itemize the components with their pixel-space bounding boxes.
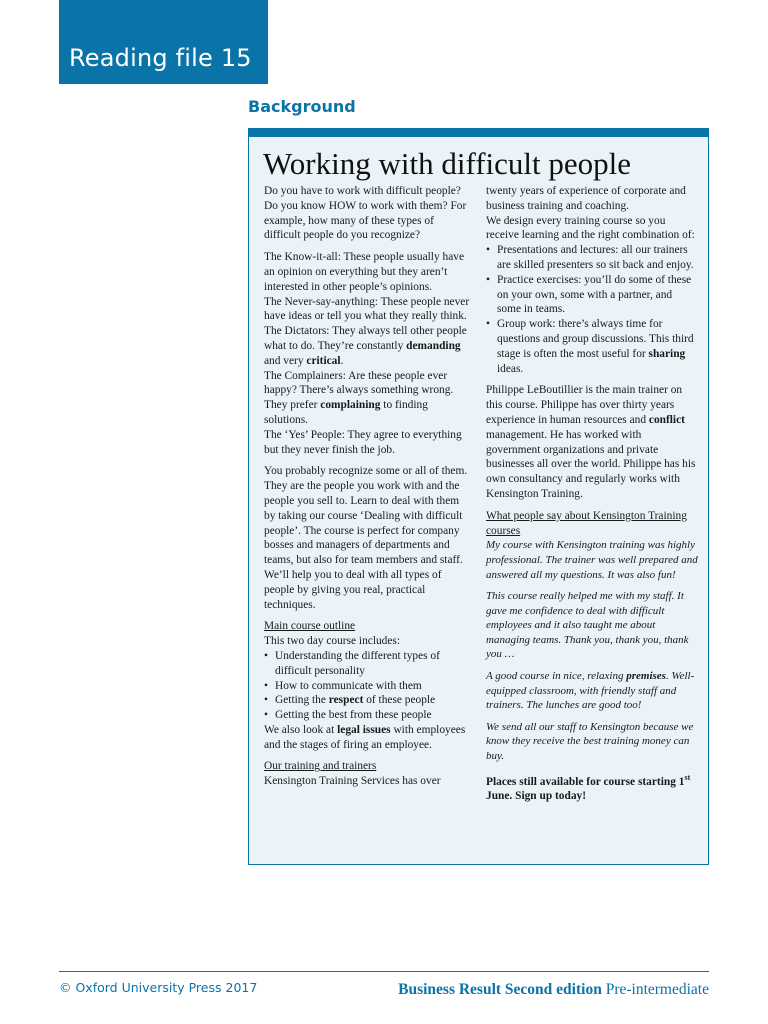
type-yes-people: The ‘Yes’ People: They agree to everything but they never finish the job. [264,428,462,456]
copyright-notice: © Oxford University Press 2017 [59,980,258,995]
outline-intro: This two day course includes: [264,635,401,648]
bold-word: demanding [406,339,461,352]
testimonial-quote: My course with Kensington training was highly professional. The trainer was well prepared and answered all my questions. It was also fun! [486,539,698,581]
quote-text: A good course in nice, relaxing [486,670,627,683]
list-item: • Understanding the different types of difficult personality [264,649,472,679]
testimonials-heading: What people say about Kensington Training courses [486,509,687,537]
bold-word: legal issues [337,723,391,736]
dictators-text: . [340,354,344,367]
page-title: Reading file 15 [69,44,252,72]
bold-word: critical [306,354,341,367]
outline-list [264,649,472,723]
header-banner [59,0,268,84]
dictators-text: and very [264,354,307,367]
testimonial-quote: We send all our staff to Kensington because we know they receive the best training money can buy. [486,720,694,763]
legal-paragraph [264,723,472,753]
call-to-action [486,771,698,804]
item-text: Getting the [275,694,329,707]
section-label: Background [248,97,356,116]
item-text: of these people [363,694,436,707]
intro-paragraph: Do you have to work with difficult people? Do you know HOW to work with them? For example, how many of these types of difficult people do you recognize? [264,185,467,242]
trainers-paragraph-cont: twenty years of experience of corporate and business training and coaching. [486,185,686,212]
testimonial-quote: This course really helped me with my staff. It gave me confidence to deal with difficult employees and it also taught me about managing teams. Thank you, thank you, thank you … [486,590,689,661]
bold-word: premises [626,670,666,683]
method-list [486,243,698,376]
type-dictators [264,324,472,368]
philippe-paragraph [486,383,698,501]
philippe-text: Philippe LeBoutillier is the main trainer on this course. Philippe has over thirty years experience in human resources and [486,384,683,426]
trainers-paragraph-start: Kensington Training Services has over [264,775,441,788]
bold-word: sharing [648,347,686,360]
testimonial-quote [486,669,698,713]
book-title [398,981,709,999]
type-complainers [264,369,472,428]
bold-word: conflict [648,413,685,426]
book-name: Business Result Second edition [398,981,602,998]
footer-divider [59,971,709,972]
book-level: Pre-intermediate [601,981,709,998]
type-never-say-anything: The Never-say-anything: These people never have ideas or tell you what they really think. [264,295,470,323]
complainers-text: to finding solutions. [264,399,428,426]
left-column [264,184,472,789]
item-text: Group work: there’s always time for questions and group discussions. This third stage is often the most useful for [497,318,694,360]
outline-heading: Main course outline [264,620,356,633]
bold-word: complaining [320,399,381,412]
legal-text: with employees and the stages of firing an employee. [264,723,466,751]
list-item [486,317,698,376]
recognize-paragraph: You probably recognize some or all of them. They are the people you work with and the people you sell to. Learn to deal with them by taking our course ‘Dealing with difficult people’. The course is perfect for company bosses and managers of departments and teams, but also for team members and staff. We’ll help you to deal with all types of people by giving you real, practical techniques. [264,465,468,611]
cta-superscript: st [684,772,691,782]
quote-text: . Well-equipped classroom, with friendly staff and trainers. The lunches are good too! [486,670,695,712]
right-column [486,184,698,804]
cta-text: Places still available for course starting 1 [486,775,685,788]
bold-word: respect [328,694,364,707]
list-item: • Presentations and lectures: all our trainers are skilled presenters so sit back and enjoy. [486,243,698,273]
list-item: • How to communicate with them [264,679,472,694]
cta-text: June. Sign up today! [486,790,587,803]
trainers-heading: Our training and trainers [264,760,377,773]
types-block [264,250,472,457]
item-text: ideas. [497,362,524,375]
design-paragraph: We design every training course so you receive learning and the right combination of: [486,214,695,242]
legal-text: We also look at [264,723,338,736]
type-know-it-all: The Know-it-all: These people usually have an opinion on everything but they aren’t interested in other people’s opinions. [264,251,465,293]
philippe-text: management. He has worked with government organizations and private businesses all over the world. Philippe has his own consultancy and regularly works with Kensington Training. [486,428,696,500]
list-item: • Practice exercises: you’ll do some of these on your own, some with a partner, and some in teams. [486,273,698,317]
list-item: • Getting the best from these people [264,708,472,723]
list-item [264,693,472,708]
article-panel [248,128,709,865]
article-title: Working with difficult people [263,146,632,181]
complainers-text: The Complainers: Are these people ever happy? There’s always something wrong. They prefer [264,369,454,412]
dictators-text: The Dictators: They always tell other people what to do. They’re constantly [264,325,467,352]
